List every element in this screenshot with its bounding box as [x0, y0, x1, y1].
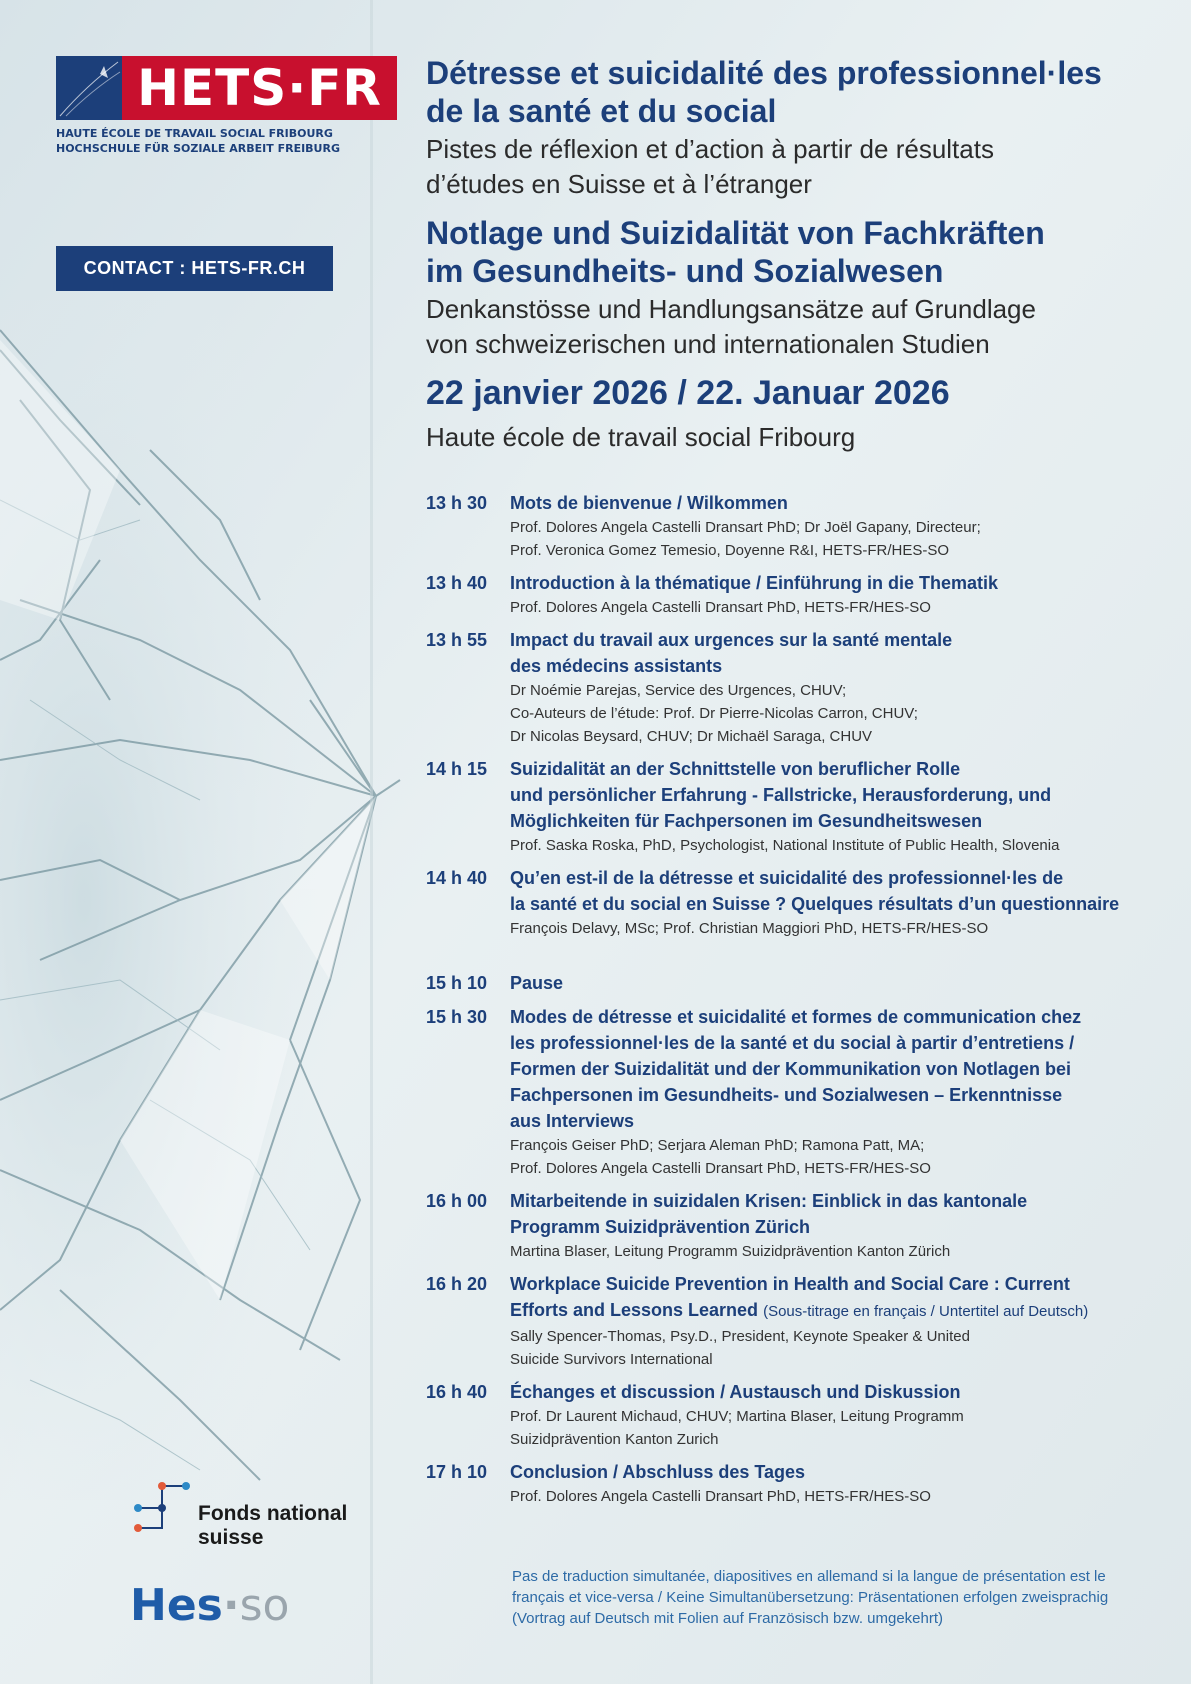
contact-badge[interactable]: CONTACT : HETS-FR.CH [56, 246, 333, 291]
program-title-line: Impact du travail aux urgences sur la santé mentale [510, 630, 953, 650]
program-speaker: Co-Auteurs de l’étude: Prof. Dr Pierre-Nicolas Carron, CHUV; [510, 705, 918, 722]
program-title-line: Fachpersonen im Gesundheits- und Sozialwesen – Erkenntnisse [510, 1085, 1063, 1105]
program-title-line: Mitarbeitende in suizidalen Krisen: Einblick in das kantonale [510, 1191, 1028, 1211]
program-item [426, 570, 1166, 619]
program-time: 17 h 10 [426, 1462, 488, 1482]
program-title [510, 1271, 1166, 1325]
program-title [510, 1379, 1166, 1405]
program-speaker: Suicide Survivors International [510, 1351, 713, 1368]
program-time: 15 h 10 [426, 973, 488, 993]
program-time: 16 h 40 [426, 1382, 488, 1402]
program-speaker: Suizidprävention Kanton Zurich [510, 1431, 719, 1448]
program-item [426, 1271, 1166, 1371]
program-time: 15 h 30 [426, 1007, 488, 1027]
program-item [426, 756, 1166, 857]
program-time: 14 h 40 [426, 868, 488, 888]
program-title-line: les professionnel·les de la santé et du social à partir d’entretiens / [510, 1033, 1075, 1053]
snf-name-line1: Fonds national [198, 1502, 348, 1525]
program-title-line: Pause [510, 973, 564, 993]
program-speaker: Prof. Dolores Angela Castelli Dransart PhD, HETS-FR/HES-SO [510, 1160, 931, 1177]
hes-so-logo-dot: · [222, 1580, 240, 1631]
snf-name-line2: suisse [198, 1526, 264, 1549]
program-time: 13 h 55 [426, 630, 488, 650]
program-title [510, 756, 1166, 834]
program-speaker: Prof. Dr Laurent Michaud, CHUV; Martina Blaser, Leitung Programm [510, 1408, 964, 1425]
logo-subtitle-de: HOCHSCHULE FÜR SOZIALE ARBEIT FREIBURG [56, 142, 340, 155]
program-title-line: Modes de détresse et suicidalité et formes de communication chez [510, 1007, 1082, 1027]
program-title-line: Programm Suizidprävention Zürich [510, 1217, 811, 1237]
program-title-line: und persönlicher Erfahrung - Fallstricke, Herausforderung, und [510, 785, 1052, 805]
program-speaker: Sally Spencer-Thomas, Psy.D., President, Keynote Speaker & United [510, 1328, 970, 1345]
program-note: (Sous-titrage en français / Untertitel auf Deutsch) [763, 1303, 1089, 1320]
program-speaker: Prof. Dolores Angela Castelli Dransart PhD, HETS-FR/HES-SO [510, 1488, 931, 1505]
program-speaker: François Delavy, MSc; Prof. Christian Maggiori PhD, HETS-FR/HES-SO [510, 920, 989, 937]
program-title [510, 970, 1166, 996]
program-speaker: Prof. Dolores Angela Castelli Dransart PhD; Dr Joël Gapany, Directeur; [510, 519, 981, 536]
program-title-line: Formen der Suizidalität und der Kommunikation von Notlagen bei [510, 1059, 1072, 1079]
hets-fr-logo [56, 56, 382, 156]
subtitle-de: Denkanstösse und Handlungsansätze auf Grundlage von schweizerischen und internationalen Studien [426, 294, 1036, 359]
program-item [426, 490, 1166, 562]
title-fr: Détresse et suicidalité des professionnel·les de la santé et du social [426, 55, 1102, 129]
snf-logo [130, 1478, 390, 1548]
title-de: Notlage und Suizidalität von Fachkräften im Gesundheits- und Sozialwesen [426, 215, 1045, 289]
program-title-line-with-note [510, 1297, 1166, 1325]
program-title-line: Möglichkeiten für Fachpersonen im Gesundheitswesen [510, 811, 983, 831]
program-speaker: Dr Noémie Parejas, Service des Urgences, CHUV; [510, 682, 847, 699]
hes-so-logo-part1: Hes [130, 1580, 223, 1631]
program-item [426, 1188, 1166, 1263]
event-content [426, 54, 1166, 1516]
hes-so-logo-part2: so [239, 1580, 290, 1631]
program-title-line: Conclusion / Abschluss des Tages [510, 1462, 806, 1482]
program-title-line: Mots de bienvenue / Wilkommen [510, 493, 788, 513]
program-item [426, 1459, 1166, 1508]
hes-so-logo [130, 1580, 289, 1631]
program-title-line: Échanges et discussion / Austausch und Diskussion [510, 1382, 961, 1402]
program-time: 16 h 00 [426, 1191, 488, 1211]
snf-network-icon [130, 1478, 196, 1548]
translation-note: Pas de traduction simultanée, diapositives en allemand si la langue de présentation est le français et vice-versa / Keine Simultanübersetzung: Präsentationen erfolgen zweisprachig (Vortrag auf Deutsch mit Folien auf Französisch bzw. umgekehrt) [512, 1568, 1109, 1627]
program-speaker: Dr Nicolas Beysard, CHUV; Dr Michaël Saraga, CHUV [510, 728, 873, 745]
program-title [510, 570, 1166, 596]
program-speaker: François Geiser PhD; Serjara Aleman PhD; Ramona Patt, MA; [510, 1137, 925, 1154]
program-title [510, 1459, 1166, 1485]
program-title [510, 627, 1166, 679]
program-time: 13 h 30 [426, 493, 488, 513]
program-item [426, 1004, 1166, 1180]
program-gap [426, 948, 1166, 970]
program-time: 13 h 40 [426, 573, 488, 593]
program-title-line: la santé et du social en Suisse ? Quelques résultats d’un questionnaire [510, 894, 1120, 914]
program-title-line: Suizidalität an der Schnittstelle von beruflicher Rolle [510, 759, 961, 779]
program-item [426, 865, 1166, 940]
subtitle-fr: Pistes de réflexion et d’action à partir de résultats d’études en Suisse et à l’étranger [426, 134, 994, 199]
logo-name: HETS·FR [122, 56, 397, 120]
program-title-line: des médecins assistants [510, 656, 723, 676]
program-speaker: Prof. Dolores Angela Castelli Dransart PhD, HETS-FR/HES-SO [510, 599, 931, 616]
event-date: 22 janvier 2026 / 22. Januar 2026 [426, 374, 950, 412]
program-speaker: Prof. Veronica Gomez Temesio, Doyenne R&I, HETS-FR/HES-SO [510, 542, 950, 559]
logo-emblem-icon [56, 56, 122, 120]
logo-subtitle-fr: HAUTE ÉCOLE DE TRAVAIL SOCIAL FRIBOURG [56, 127, 333, 140]
program-title-line: Workplace Suicide Prevention in Health and Social Care : Current [510, 1274, 1070, 1294]
program-title [510, 1188, 1166, 1240]
program-title-line: Qu’en est-il de la détresse et suicidalité des professionnel·les de [510, 868, 1064, 888]
program-title [510, 865, 1166, 917]
program-title-line: Introduction à la thématique / Einführung in die Thematik [510, 573, 999, 593]
program-title-line: aus Interviews [510, 1111, 635, 1131]
program-item [426, 1379, 1166, 1451]
program-speaker: Prof. Saska Roska, PhD, Psychologist, National Institute of Public Health, Slovenia [510, 837, 1060, 854]
event-venue: Haute école de travail social Fribourg [426, 422, 856, 452]
program-item [426, 627, 1166, 748]
program-title [510, 490, 1166, 516]
program-item [426, 970, 1166, 996]
program-time: 14 h 15 [426, 759, 488, 779]
program-list [426, 490, 1166, 1508]
program-title [510, 1004, 1166, 1134]
program-title-line: Efforts and Lessons Learned [510, 1300, 759, 1320]
program-speaker: Martina Blaser, Leitung Programm Suizidprävention Kanton Zürich [510, 1243, 951, 1260]
program-time: 16 h 20 [426, 1274, 488, 1294]
